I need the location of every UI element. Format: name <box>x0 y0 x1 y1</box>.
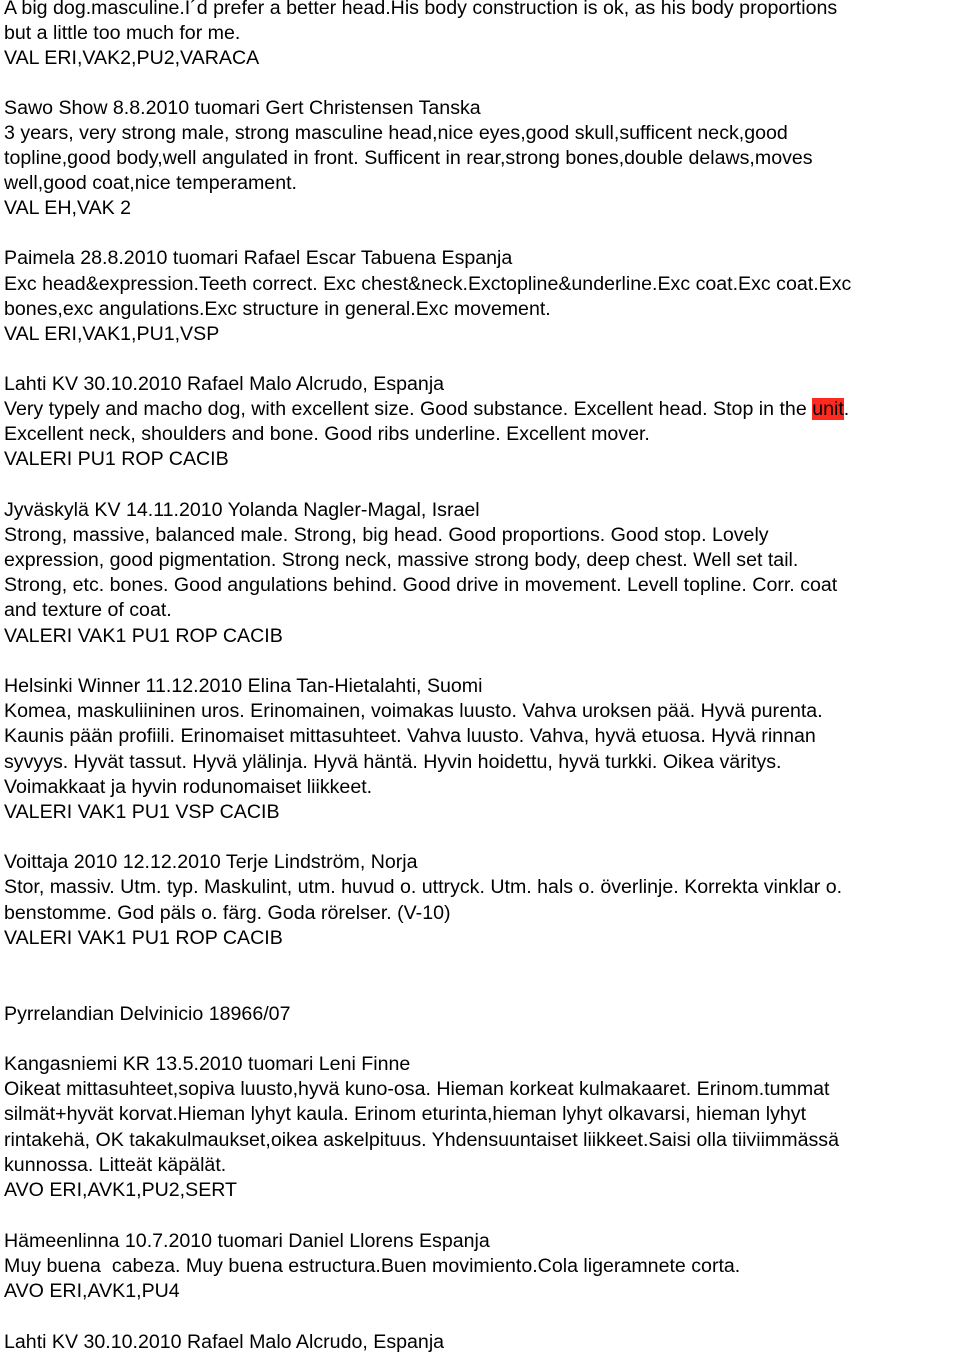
text-line: VAL ERI,VAK1,PU1,VSP <box>4 323 220 345</box>
text-segment: Very typely and macho dog, with excellent size. Good substance. Excellent head. Stop in the <box>4 398 813 420</box>
text-line: but a little too much for me. <box>4 22 241 44</box>
text-line: VAL EH,VAK 2 <box>4 197 132 219</box>
text-line: kunnossa. Litteät käpälät. <box>4 1154 227 1176</box>
text-line: benstomme. God päls o. färg. Goda rörelser. (V-10) <box>4 902 451 924</box>
text-line: rintakehä, OK takakulmaukset,oikea askelpituus. Yhdensuuntaiset liikkeet.Saisi olla tiiviimmässä <box>4 1129 839 1151</box>
text-line: Kaunis pään profiili. Erinomaiset mittasuhteet. Vahva luusto. Vahva, hyvä etuosa. Hyvä rinnan <box>4 725 816 747</box>
text-line: Komea, maskuliininen uros. Erinomainen, voimakas luusto. Vahva uroksen pää. Hyvä purenta. <box>4 700 823 722</box>
text-line: Sawo Show 8.8.2010 tuomari Gert Christensen Tanska <box>4 97 481 119</box>
text-line: expression, good pigmentation. Strong neck, massive strong body, deep chest. Well set tail. <box>4 549 799 571</box>
text-line: Hämeenlinna 10.7.2010 tuomari Daniel Llorens Espanja <box>4 1230 490 1252</box>
text-line: Exc head&expression.Teeth correct. Exc chest&neck.Exctopline&underline.Exc coat.Exc coat.Exc <box>4 273 852 295</box>
text-line: bones,exc angulations.Exc structure in general.Exc movement. <box>4 298 551 320</box>
text-line: well,good coat,nice temperament. <box>4 172 297 194</box>
text-line: syvyys. Hyvät tassut. Hyvä ylälinja. Hyvä häntä. Hyvin hoidettu, hyvä turkki. Oikea väritys. <box>4 751 782 773</box>
text-line: Helsinki Winner 11.12.2010 Elina Tan-Hietalahti, Suomi <box>4 675 483 697</box>
text-line: AVO ERI,AVK1,PU4 <box>4 1280 180 1302</box>
text-line: and texture of coat. <box>4 599 172 621</box>
text-segment: . <box>843 398 850 420</box>
text-line: VALERI VAK1 PU1 ROP CACIB <box>4 625 283 647</box>
highlighted-word: unit <box>812 398 844 420</box>
text-line: Lahti KV 30.10.2010 Rafael Malo Alcrudo, Espanja <box>4 1331 445 1353</box>
text-line: VALERI VAK1 PU1 VSP CACIB <box>4 801 280 823</box>
text-line: AVO ERI,AVK1,PU2,SERT <box>4 1179 238 1201</box>
text-line: VAL ERI,VAK2,PU2,VARACA <box>4 47 260 69</box>
text-line: Strong, massive, balanced male. Strong, big head. Good proportions. Good stop. Lovely <box>4 524 769 546</box>
text-line: Excellent neck, shoulders and bone. Good ribs underline. Excellent mover. <box>4 423 650 445</box>
text-line <box>4 397 849 422</box>
text-line: Voittaja 2010 12.12.2010 Terje Lindström, Norja <box>4 851 418 873</box>
text-line: Paimela 28.8.2010 tuomari Rafael Escar Tabuena Espanja <box>4 247 513 269</box>
text-line: Oikeat mittasuhteet,sopiva luusto,hyvä kuno-osa. Hieman korkeat kulmakaaret. Erinom.tummat <box>4 1078 830 1100</box>
text-line: Lahti KV 30.10.2010 Rafael Malo Alcrudo, Espanja <box>4 373 445 395</box>
text-line: Kangasniemi KR 13.5.2010 tuomari Leni Finne <box>4 1053 411 1075</box>
text-line: Stor, massiv. Utm. typ. Maskulint, utm. huvud o. uttryck. Utm. hals o. överlinje. Korrekta vinklar o. <box>4 876 843 898</box>
text-line: Strong, etc. bones. Good angulations behind. Good drive in movement. Levell topline. Corr. coat <box>4 574 838 596</box>
text-line: 3 years, very strong male, strong masculine head,nice eyes,good skull,sufficent neck,good <box>4 122 788 144</box>
text-line: topline,good body,well angulated in front. Sufficent in rear,strong bones,double delaws,moves <box>4 147 813 169</box>
text-line: silmät+hyvät korvat.Hieman lyhyt kaula. Erinom eturinta,hieman lyhyt olkavarsi, hieman lyhyt <box>4 1103 807 1125</box>
text-line: Jyväskylä KV 14.11.2010 Yolanda Nagler-Magal, Israel <box>4 499 480 521</box>
text-line: VALERI VAK1 PU1 ROP CACIB <box>4 927 283 949</box>
text-line: Muy buena cabeza. Muy buena estructura.Buen movimiento.Cola ligeramnete corta. <box>4 1255 741 1277</box>
text-line: Pyrrelandian Delvinicio 18966/07 <box>4 1003 291 1025</box>
text-line: A big dog.masculine.I´d prefer a better head.His body construction is ok, as his body proportions <box>4 0 838 19</box>
text-line: Voimakkaat ja hyvin rodunomaiset liikkeet. <box>4 776 373 798</box>
text-line: VALERI PU1 ROP CACIB <box>4 448 229 470</box>
